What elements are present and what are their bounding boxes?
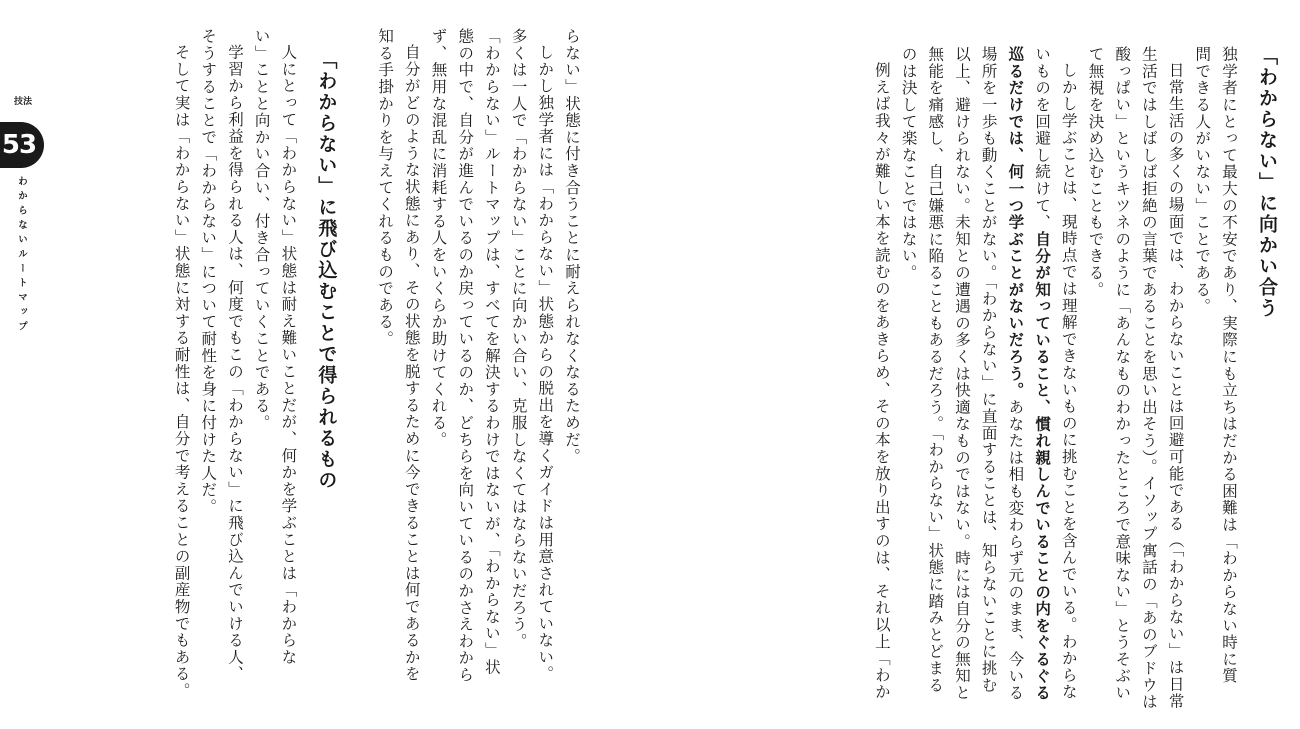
chapter-tab bbox=[0, 0, 48, 683]
text-fragment: いものを回避し続けて、 bbox=[1033, 46, 1052, 231]
text-line: 問できる人がいない」ことである。 bbox=[1193, 46, 1212, 315]
text-line: 知る手掛かりを与えてくれるものである。 bbox=[376, 28, 395, 348]
text-line: 日常生活の多くの場面では、わからないことは回避可能である（「わからない」は日常 bbox=[1166, 61, 1185, 709]
text-line: らない」状態に付き合うことに耐えられなくなるためだ。 bbox=[563, 28, 581, 465]
text-line: 自分がどのような状態にあり、その状態を脱するために今できることは何であるかを bbox=[402, 43, 421, 682]
text-line: ず、無用な混乱に消耗する人をいくらか助けてくれる。 bbox=[429, 28, 448, 448]
text-line: 学習から利益を得られる人は、何度でもこの「わからない」に飛び込んでいける人、 bbox=[225, 43, 244, 682]
text-line: 酸っぱい」というキツネのように「あんなものわかったところで意味ない」とうそぶい bbox=[1113, 46, 1132, 702]
text-line: 人にとって「わからない」状態は耐え難いことだが、何かを学ぶことは「わからな bbox=[279, 43, 298, 666]
chapter-number-badge: 53 bbox=[0, 122, 44, 168]
section-heading: 「わからない」に向かい合う bbox=[1256, 46, 1278, 319]
chapter-label: 技法 bbox=[13, 97, 32, 107]
text-line: 無能を痛感し、自己嫌悪に陥ることもあるだろう。「わからない」状態に踏みとどまる bbox=[926, 46, 945, 694]
section-heading: 「わからない」に飛び込むことで得られるもの bbox=[315, 50, 338, 491]
text-line: 独学者にとって最大の不安であり、実際にも立ちはだかる困難は「わからない時に質 bbox=[1220, 46, 1238, 685]
text-line: 多くは一人で「わからない」ことに向かい合い、克服しなくてはならないだろう。 bbox=[509, 28, 528, 650]
text-line: そして実は「わからない」状態に対する耐性は、自分で考えることの副産物でもある。 bbox=[172, 43, 191, 699]
text-line: 「わからない」ルートマップは、すべてを解決するわけではないが、「わからない」状 bbox=[482, 28, 501, 676]
text-line: 態の中で、自分が進んでいるのか戻っているのか、どちらを向いているのかさえわから bbox=[456, 28, 475, 684]
text-line: のは決して楽なことではない。 bbox=[899, 46, 918, 282]
text-line: 場所を一歩も動くことがない。「わからない」に直面することは、知らないことに挑む bbox=[979, 46, 998, 694]
text-line: 例えば我々が難しい本を読むのをあきらめ、その本を放り出すのは、それ以上「わか bbox=[872, 61, 891, 700]
text-line bbox=[1002, 46, 1029, 702]
left-page bbox=[80, 0, 585, 711]
emphasis-text: 巡るだけでは、何一つ学ぶことがないだろう。 bbox=[1006, 46, 1025, 399]
text-fragment: あなたは相も変わらず元のまま、今いる bbox=[1006, 398, 1025, 702]
right-page bbox=[682, 0, 1282, 729]
emphasis-text: 自分が知っていること、慣れ親しんでいることの内をぐるぐる bbox=[1033, 230, 1052, 702]
text-line: い」ことと向かい合い、付き合っていくことである。 bbox=[252, 28, 271, 432]
text-line: そうすることで「わからない」について耐性を身に付けた人だ。 bbox=[199, 28, 218, 516]
text-line: しかし学ぶことは、現時点では理解できないものに挑むことを含んでいる。わからな bbox=[1059, 61, 1078, 700]
text-line: 以上、避けられない。未知との遭遇の多くは快適なものではない。時には自分の無知と bbox=[952, 46, 971, 702]
text-line: て無視を決め込むこともできる。 bbox=[1086, 46, 1105, 298]
chapter-title: わからないルートマップ bbox=[16, 176, 27, 336]
text-line: 生活ではしばしば拒絶の言葉であることを思い出そう）。イソップ寓話の「あのブドウは bbox=[1139, 46, 1158, 711]
text-line: しかし独学者には「わからない」状態からの脱出を導くガイドは用意されていない。 bbox=[536, 43, 555, 682]
text-line bbox=[1028, 46, 1055, 702]
